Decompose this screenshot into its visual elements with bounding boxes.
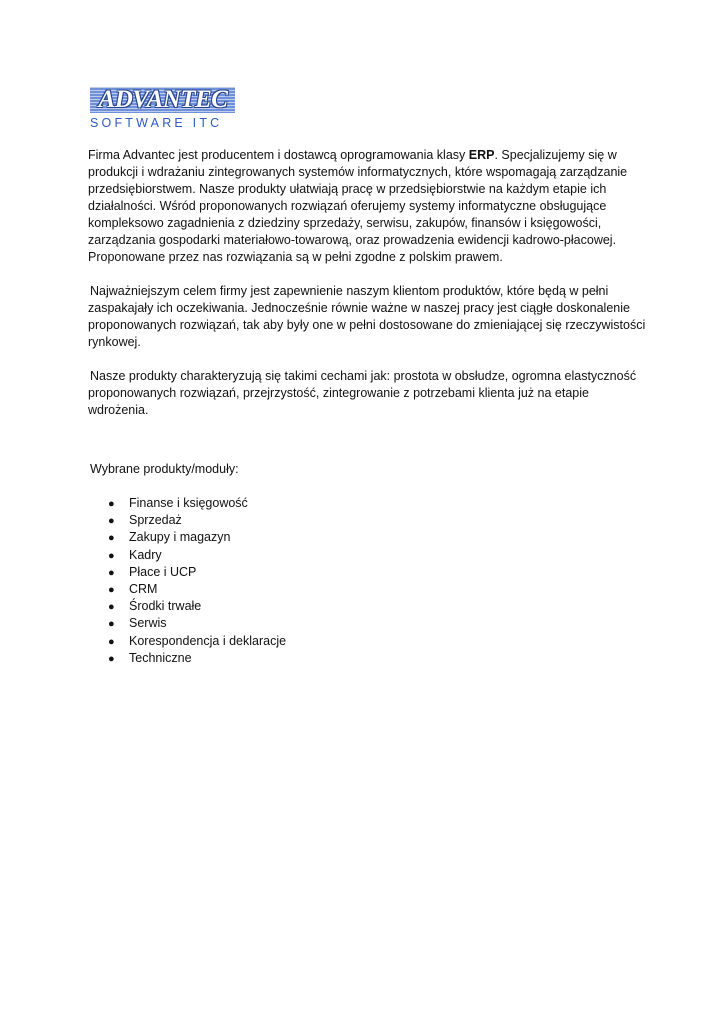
- list-item: [108, 650, 286, 667]
- bullet-icon: ●: [108, 652, 115, 665]
- logo-tagline: SOFTWARE ITC: [90, 116, 223, 130]
- mission-paragraph: Najważniejszym celem firmy jest zapewnienie naszym klientom produktów, które będą w pełni zaspakajały ich oczekiwania. Jednocześnie równie ważne w naszej pracy jest ciągłe doskonalenie proponowanych rozwiązań, tak aby były one w pełni dostosowane do zmieniającej się rzeczywistości rynkowej.: [88, 284, 646, 349]
- module-label: Sprzedaż: [129, 513, 182, 528]
- features-paragraph: Nasze produkty charakteryzują się takimi cechami jak: prostota w obsłudze, ogromna elastyczność proponowanych rozwiązań, przejrzystość, zintegrowanie z potrzebami klienta już na etapie wdrożenia.: [88, 369, 637, 417]
- bullet-icon: ●: [108, 566, 115, 579]
- module-label: Korespondencja i deklaracje: [129, 633, 287, 648]
- list-item: [108, 495, 286, 512]
- module-label: Finanse i księgowość: [129, 496, 248, 510]
- list-item: [108, 547, 286, 564]
- erp-term: ERP: [468, 148, 495, 162]
- logo-wordmark-band: [90, 87, 235, 113]
- list-item: [108, 581, 286, 598]
- bullet-icon: ●: [108, 601, 115, 614]
- module-label: CRM: [129, 581, 158, 596]
- bullet-icon: ●: [108, 515, 115, 528]
- bullet-icon: ●: [108, 549, 115, 562]
- bullet-icon: ●: [108, 618, 115, 631]
- logo-wordmark: ADVANTEC: [98, 87, 228, 113]
- list-item: [108, 615, 286, 632]
- module-label: Zakupy i magazyn: [129, 530, 231, 545]
- module-label: Techniczne: [129, 650, 192, 665]
- list-item: [108, 598, 286, 615]
- module-label: Środki trwałe: [129, 599, 202, 614]
- list-item: [108, 564, 286, 581]
- bullet-icon: ●: [108, 583, 115, 596]
- advantec-logo: [90, 87, 236, 131]
- module-label: Serwis: [129, 616, 167, 631]
- intro-text-start: Firma Advantec jest producentem i dostawcą oprogramowania klasy: [88, 148, 469, 162]
- company-description: [88, 147, 648, 419]
- module-label: Płace i UCP: [129, 564, 197, 579]
- bullet-icon: ●: [108, 498, 115, 510]
- modules-heading: Wybrane produkty/moduły:: [90, 462, 239, 476]
- module-label: Kadry: [129, 547, 162, 562]
- intro-paragraph: [88, 147, 648, 266]
- intro-text-end: . Specjalizujemy się w produkcji i wdrażaniu zintegrowanych systemów informatycznych, które wspomagają zarządzanie przedsiębiorstwem. Nasze produkty ułatwiają pracę w przedsiębiorstwie na każdym etapie ich działalności. Wśród proponowanych rozwiązań oferujemy systemy informatyczne obsługujące kompleksowo zagadnienia z dziedziny sprzedaży, serwisu, zakupów, finansów i księgowości, zarządzania gospodarki materiałowo-towarową, oraz prowadzenia ewidencji kadrowo-płacowej. Proponowane przez nas rozwiązania są w pełni zgodne z polskim prawem.: [88, 148, 628, 264]
- bullet-icon: ●: [108, 532, 115, 545]
- module-list: [108, 495, 286, 667]
- bullet-icon: ●: [108, 635, 115, 648]
- list-item: [108, 529, 286, 546]
- list-item: [108, 633, 286, 650]
- list-item: [108, 512, 286, 529]
